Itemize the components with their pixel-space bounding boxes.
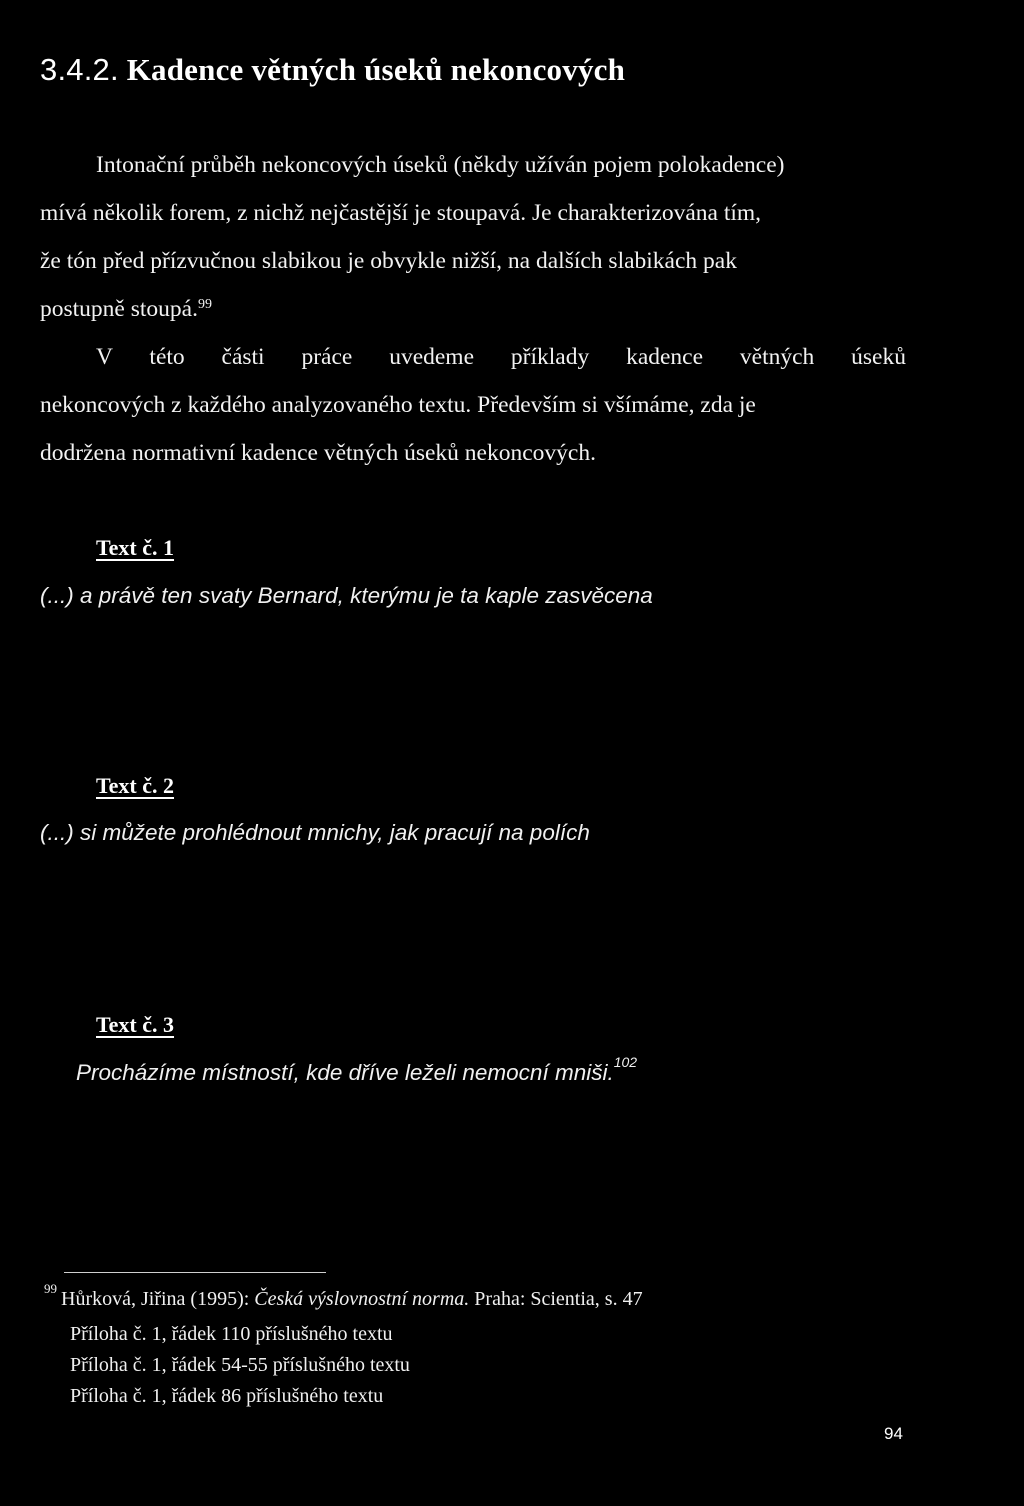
footnote-ref-99: 99 <box>197 297 212 312</box>
text-3-quote <box>76 1054 638 1086</box>
text-2-quote: (...) si můžete prohlédnout mnichy, jak pracují na polích <box>40 820 590 845</box>
text-1-label: Text č. 1 <box>96 535 175 560</box>
text-3-label: Text č. 3 <box>96 1012 175 1037</box>
section-number: 3.4.2. <box>40 52 119 87</box>
paragraph-2-line-1 <box>96 333 906 381</box>
footnote-99-rest: Praha: Scientia, s. 47 <box>469 1288 643 1310</box>
footnote-line-3: Příloha č. 1, řádek 54-55 příslušného textu <box>70 1354 410 1376</box>
paragraph-1-line-2: mívá několik forem, z nichž nejčastější je stoupavá. Je charakterizována tím, <box>40 200 762 226</box>
paragraph-1-line-1: Intonační průběh nekoncových úseků (někdy užíván pojem polokadence) <box>96 152 785 178</box>
footnote-line-2: Příloha č. 1, řádek 110 příslušného textu <box>70 1323 393 1345</box>
text-2-label: Text č. 2 <box>96 773 175 798</box>
footnote-divider <box>64 1272 326 1273</box>
footnote-99-title: Česká výslovnostní norma. <box>254 1288 470 1310</box>
paragraph-1-line-3: že tón před přízvučnou slabikou je obvykle nižší, na dalších slabikách pak <box>40 248 737 274</box>
page-number: 94 <box>884 1424 903 1443</box>
paragraph-1-line-4 <box>40 285 212 333</box>
footnote-99 <box>44 1281 643 1311</box>
footnote-99-author: Hůrková, Jiřina (1995): <box>61 1288 255 1310</box>
footnote-line-4: Příloha č. 1, řádek 86 příslušného textu <box>70 1385 384 1407</box>
text-1-quote: (...) a právě ten svaty Bernard, kterýmu je ta kaple zasvěcena <box>40 583 653 608</box>
section-heading <box>40 52 625 88</box>
text-3-quote-text: Procházíme místností, kde dříve leželi nemocní mniši. <box>76 1060 614 1085</box>
paragraph-2-line-2: nekoncových z každého analyzovaného textu. Především si všímáme, zda je <box>40 392 756 418</box>
footnote-ref-102: 102 <box>613 1054 638 1070</box>
section-title: Kadence větných úseků nekoncových <box>126 52 626 87</box>
paragraph-2-line-1-text: V této části práce uvedeme příklady kadence větných úseků <box>96 344 906 370</box>
paragraph-2-line-3: dodržena normativní kadence větných úseků nekoncových. <box>40 440 596 466</box>
footnote-99-number: 99 <box>44 1281 57 1296</box>
paragraph-1-line-4-text: postupně stoupá. <box>40 296 198 322</box>
